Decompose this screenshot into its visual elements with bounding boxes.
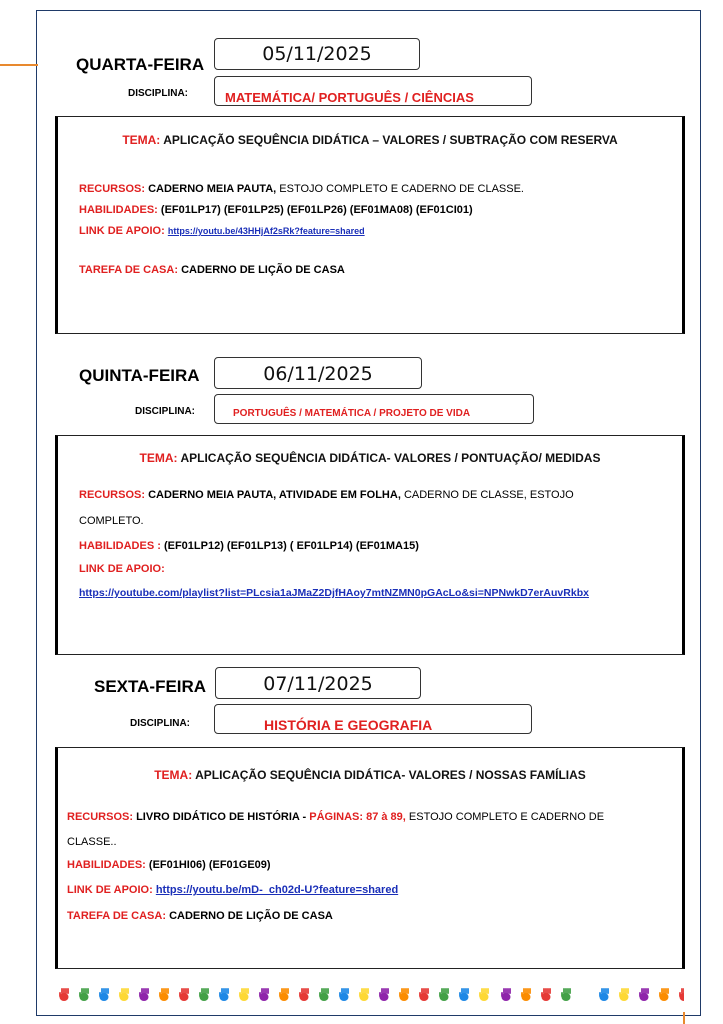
handprint-icon <box>139 988 149 1001</box>
recursos-bold: CADERNO MEIA PAUTA, ATIVIDADE EM FOLHA, <box>148 489 401 501</box>
paginas-label: PÁGINAS: <box>309 811 364 823</box>
accent-line-top <box>0 64 38 66</box>
link-line <box>67 884 398 896</box>
lesson-card-thursday <box>55 435 685 655</box>
handprint-icon <box>239 988 249 1001</box>
recursos-line <box>79 183 524 195</box>
handprint-icon <box>339 988 349 1001</box>
tema-line <box>58 451 682 465</box>
disciplina-value: PORTUGUÊS / MATEMÁTICA / PROJETO DE VIDA <box>233 408 471 419</box>
handprint-icon <box>259 988 269 1001</box>
recursos-bold: LIVRO DIDÁTICO DE HISTÓRIA - <box>136 811 307 823</box>
handprint-icon <box>541 988 551 1001</box>
handprint-icon <box>439 988 449 1001</box>
handprint-icon <box>279 988 289 1001</box>
support-link[interactable]: https://youtube.com/playlist?list=PLcsia1aJMaZ2DjfHAoy7mtNZMN0pGAcLo&si=NPNwkD7erAuvRkbx <box>79 587 589 599</box>
link-url-line <box>79 587 589 599</box>
tema-text: APLICAÇÃO SEQUÊNCIA DIDÁTICA- VALORES / PONTUAÇÃO/ MEDIDAS <box>180 451 601 465</box>
habilidades-line <box>67 859 271 871</box>
date-box-thursday: 06/11/2025 <box>214 357 422 389</box>
handprint-icon <box>159 988 169 1001</box>
tema-line <box>58 133 682 147</box>
support-link[interactable]: https://youtu.be/43HHjAf2sRk?feature=shared <box>167 226 365 236</box>
disciplina-label-friday: DISCIPLINA: <box>130 718 190 729</box>
day-title-friday: SEXTA-FEIRA <box>94 677 207 696</box>
handprint-icon <box>561 988 571 1001</box>
date-box-friday: 07/11/2025 <box>215 667 421 699</box>
handprint-icon <box>619 988 629 1001</box>
handprint-icon <box>319 988 329 1001</box>
recursos-rest: ESTOJO COMPLETO E CADERNO DE CLASSE. <box>279 183 524 195</box>
tema-text: APLICAÇÃO SEQUÊNCIA DIDÁTICA – VALORES / SUBTRAÇÃO COM RESERVA <box>163 133 618 147</box>
tema-label: TEMA: <box>122 133 161 147</box>
recursos-rest: ESTOJO COMPLETO E CADERNO DE <box>408 811 605 823</box>
link-label: LINK DE APOIO: <box>79 563 165 575</box>
disciplina-value: MATEMÁTICA/ PORTUGUÊS / CIÊNCIAS <box>225 90 474 105</box>
handprint-icon <box>359 988 369 1001</box>
recursos-label: RECURSOS: <box>67 811 134 823</box>
disciplina-box-wednesday <box>214 76 532 106</box>
support-link[interactable]: https://youtu.be/mD-_ch02d-U?feature=shared <box>155 884 399 896</box>
handprint-icon <box>419 988 429 1001</box>
habilidades-line <box>79 540 419 552</box>
link-line <box>79 563 165 575</box>
habilidades-text: (EF01HI06) (EF01GE09) <box>148 859 271 871</box>
tema-label: TEMA: <box>139 451 178 465</box>
paginas-value: 87 à 89, <box>366 811 406 823</box>
recursos-continued: CLASSE.. <box>67 836 117 848</box>
tema-label: TEMA: <box>154 768 193 782</box>
handprint-icon <box>199 988 209 1001</box>
lesson-card-friday <box>55 747 685 969</box>
link-label: LINK DE APOIO: <box>67 884 153 896</box>
recursos-rest: CADERNO DE CLASSE, ESTOJO <box>403 489 574 501</box>
recursos-bold: CADERNO MEIA PAUTA, <box>148 183 277 195</box>
handprint-icon <box>599 988 609 1001</box>
recursos-label: RECURSOS: <box>79 489 146 501</box>
disciplina-label-thursday: DISCIPLINA: <box>135 406 195 417</box>
handprint-icon <box>501 988 511 1001</box>
habilidades-label: HABILIDADES : <box>79 540 161 552</box>
habilidades-label: HABILIDADES: <box>79 204 158 216</box>
date-box-wednesday: 05/11/2025 <box>214 38 420 70</box>
day-title-wednesday: QUARTA-FEIRA <box>76 55 205 74</box>
habilidades-line <box>79 204 473 216</box>
handprint-icon <box>459 988 469 1001</box>
day-title-thursday: QUINTA-FEIRA <box>79 366 200 385</box>
link-line <box>79 225 365 237</box>
handprint-border-icon <box>54 982 684 1006</box>
handprint-icon <box>99 988 109 1001</box>
tarefa-label: TAREFA DE CASA: <box>79 264 178 276</box>
handprint-icon <box>179 988 189 1001</box>
lesson-card-wednesday <box>55 116 685 334</box>
tema-line <box>58 768 682 782</box>
disciplina-box-friday <box>214 704 532 734</box>
tarefa-line <box>79 264 345 276</box>
accent-line-bottom <box>683 1012 685 1024</box>
tarefa-label: TAREFA DE CASA: <box>67 910 166 922</box>
habilidades-text: (EF01LP17) (EF01LP25) (EF01LP26) (EF01MA08) (EF01CI01) <box>160 204 473 216</box>
habilidades-text: (EF01LP12) (EF01LP13) ( EF01LP14) (EF01MA15) <box>163 540 419 552</box>
tarefa-line <box>67 910 333 922</box>
handprint-icon <box>79 988 89 1001</box>
disciplina-label-wednesday: DISCIPLINA: <box>128 88 188 99</box>
handprint-icon <box>379 988 389 1001</box>
recursos-label: RECURSOS: <box>79 183 146 195</box>
link-label: LINK DE APOIO: <box>79 225 165 237</box>
habilidades-label: HABILIDADES: <box>67 859 146 871</box>
recursos-continued: COMPLETO. <box>79 515 144 527</box>
handprint-icon <box>659 988 669 1001</box>
handprint-icon <box>679 988 684 1001</box>
handprint-icon <box>521 988 531 1001</box>
tarefa-text: CADERNO DE LIÇÃO DE CASA <box>181 264 345 276</box>
handprint-icon <box>639 988 649 1001</box>
handprint-icon <box>479 988 489 1001</box>
recursos-line <box>79 489 574 501</box>
recursos-line <box>67 811 604 823</box>
tema-text: APLICAÇÃO SEQUÊNCIA DIDÁTICA- VALORES / NOSSAS FAMÍLIAS <box>195 768 586 782</box>
handprint-icon <box>399 988 409 1001</box>
handprint-icon <box>119 988 129 1001</box>
disciplina-value: HISTÓRIA E GEOGRAFIA <box>264 717 433 733</box>
handprint-icon <box>299 988 309 1001</box>
disciplina-box-thursday <box>214 394 534 424</box>
handprint-icon <box>219 988 229 1001</box>
handprint-icon <box>59 988 69 1001</box>
tarefa-text: CADERNO DE LIÇÃO DE CASA <box>169 910 333 922</box>
